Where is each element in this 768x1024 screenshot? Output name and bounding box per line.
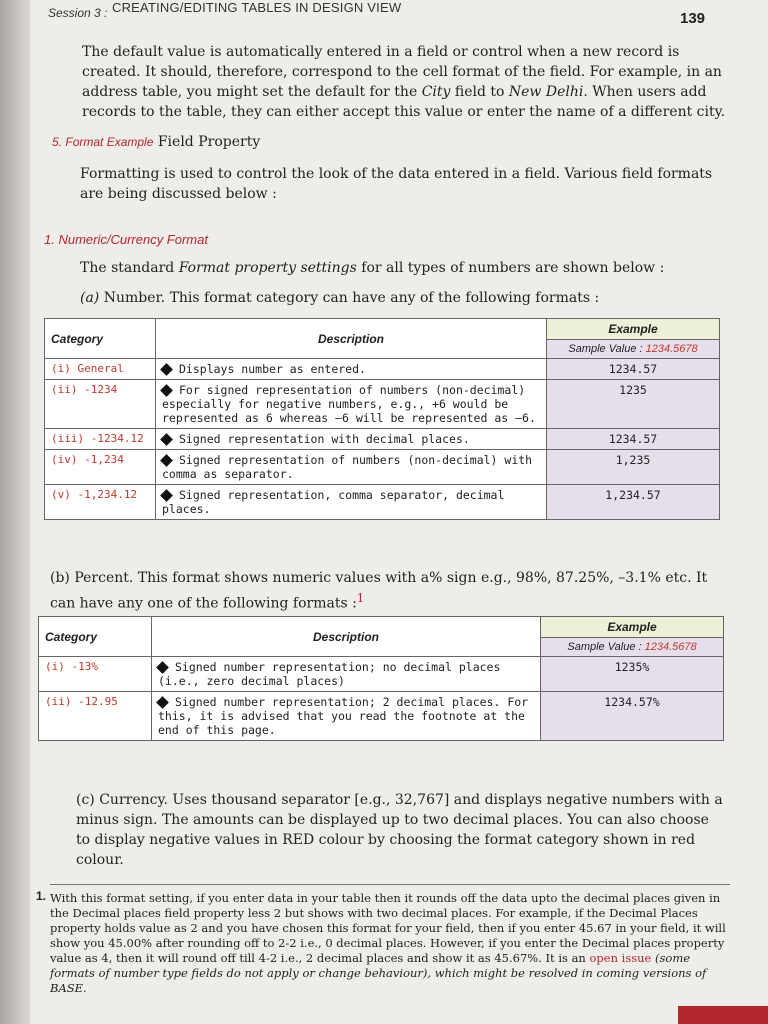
table-row — [45, 380, 720, 429]
diamond-bullet-icon — [160, 489, 173, 502]
decorative-stripe — [678, 1006, 768, 1024]
category-cell: (ii) -12.95 — [39, 692, 152, 741]
example-cell: 1234.57% — [541, 692, 724, 741]
section-5-heading: 5. Format Example Field Property — [52, 134, 261, 150]
category-header: Category — [45, 319, 156, 359]
description-cell: Signed representation with decimal places. — [156, 429, 547, 450]
description-cell: Signed representation, comma separator, decimal places. — [156, 485, 547, 520]
table-row — [39, 657, 724, 692]
diamond-bullet-icon — [156, 661, 169, 674]
category-cell: (iv) -1,234 — [45, 450, 156, 485]
description-cell: Signed number representation; no decimal places (i.e., zero decimal places) — [152, 657, 541, 692]
description-header: Description — [152, 617, 541, 657]
footnote-text: With this format setting, if you enter data in your table then it rounds off the data upto the decimal places given in the Decimal places field property less 2 but shows with two decimal places. For example, if the Decimal Places property holds value as 2 and you have chosen this format for your field, then if you enter 45.67 in your field, it will show you 45.00% after rounding off to 2-2 i.e., 0 decimal places. However, if you enter the Decimal places property value as 4, then it will round off till 4-2 i.e., 2 decimal places and show it as 45.67%. — [50, 891, 726, 965]
example-cell: 1,234.57 — [547, 485, 720, 520]
number-format-table — [44, 318, 720, 520]
page-number: 139 — [680, 10, 706, 27]
table-row — [45, 359, 720, 380]
footnote-number: 1. — [36, 889, 47, 903]
footnote — [36, 884, 730, 996]
description-cell: Signed number representation; 2 decimal places. For this, it is advised that you read the footnote at the end of this page. — [152, 692, 541, 741]
section-5-body: Formatting is used to control the look of the data entered in a field. Various field formats are being discussed below : — [80, 166, 713, 202]
percent-format-paragraph: (b) Percent. This format shows numeric values with a% sign e.g., 98%, 87.25%, –3.1% etc. It can have any one of the following formats :$^1$ — [50, 570, 708, 612]
sample-value-header: Sample Value : 1234.5678 — [547, 340, 720, 359]
diamond-bullet-icon — [160, 384, 173, 397]
table-row — [45, 450, 720, 485]
example-header: Example — [547, 319, 720, 340]
category-cell: (i) General — [45, 359, 156, 380]
intro-paragraph: The default value is automatically entered in a field or control when a new record is created. It should, therefore, correspond to the cell format of the field. For example, in an address table, you might set the default for the City field to New Delhi. When users add records to the table, they can either accept this value or enter the name of a different city. — [82, 44, 726, 120]
table-row — [39, 692, 724, 741]
example-header: Example — [541, 617, 724, 638]
diamond-bullet-icon — [160, 433, 173, 446]
percent-format-table — [38, 616, 724, 741]
description-cell: For signed representation of numbers (non-decimal) especially for negative numbers, e.g., +6 would be represented as 6 whereas –6 will be represented as –6. — [156, 380, 547, 429]
numeric-currency-heading: 1. Numeric/Currency Format — [44, 232, 208, 247]
number-format-line: (a) Number. This format category can have any of the following formats : — [80, 290, 600, 306]
example-cell: 1,235 — [547, 450, 720, 485]
description-header: Description — [156, 319, 547, 359]
table-row — [45, 429, 720, 450]
open-issue-note: It is an open issue (some formats of number type fields do not apply or change behaviour), which might be resolved in coming versions of BASE. — [50, 951, 707, 995]
format-intro-line: The standard Format property settings for all types of numbers are shown below : — [80, 260, 665, 276]
sample-value-header: Sample Value : 1234.5678 — [541, 638, 724, 657]
chapter-title: CREATING/EDITING TABLES IN DESIGN VIEW — [112, 0, 402, 15]
session-label: Session 3 : — [48, 6, 108, 20]
diamond-bullet-icon — [156, 696, 169, 709]
example-cell: 1235 — [547, 380, 720, 429]
category-cell: (iii) -1234.12 — [45, 429, 156, 450]
currency-format-paragraph: (c) Currency. Uses thousand separator [e.g., 32,767] and displays negative numbers with a minus sign. The amounts can be displayed up to two decimal places. You can also choose to display negative values in RED colour by choosing the format category shown in red colour. — [76, 792, 723, 868]
category-cell: (v) -1,234.12 — [45, 485, 156, 520]
table-row — [45, 485, 720, 520]
category-cell: (ii) -1234 — [45, 380, 156, 429]
example-cell: 1235% — [541, 657, 724, 692]
example-cell: 1234.57 — [547, 359, 720, 380]
diamond-bullet-icon — [160, 454, 173, 467]
diamond-bullet-icon — [160, 363, 173, 376]
category-header: Category — [39, 617, 152, 657]
example-cell: 1234.57 — [547, 429, 720, 450]
category-cell: (i) -13% — [39, 657, 152, 692]
description-cell: Signed representation of numbers (non-decimal) with comma as separator. — [156, 450, 547, 485]
description-cell: Displays number as entered. — [156, 359, 547, 380]
